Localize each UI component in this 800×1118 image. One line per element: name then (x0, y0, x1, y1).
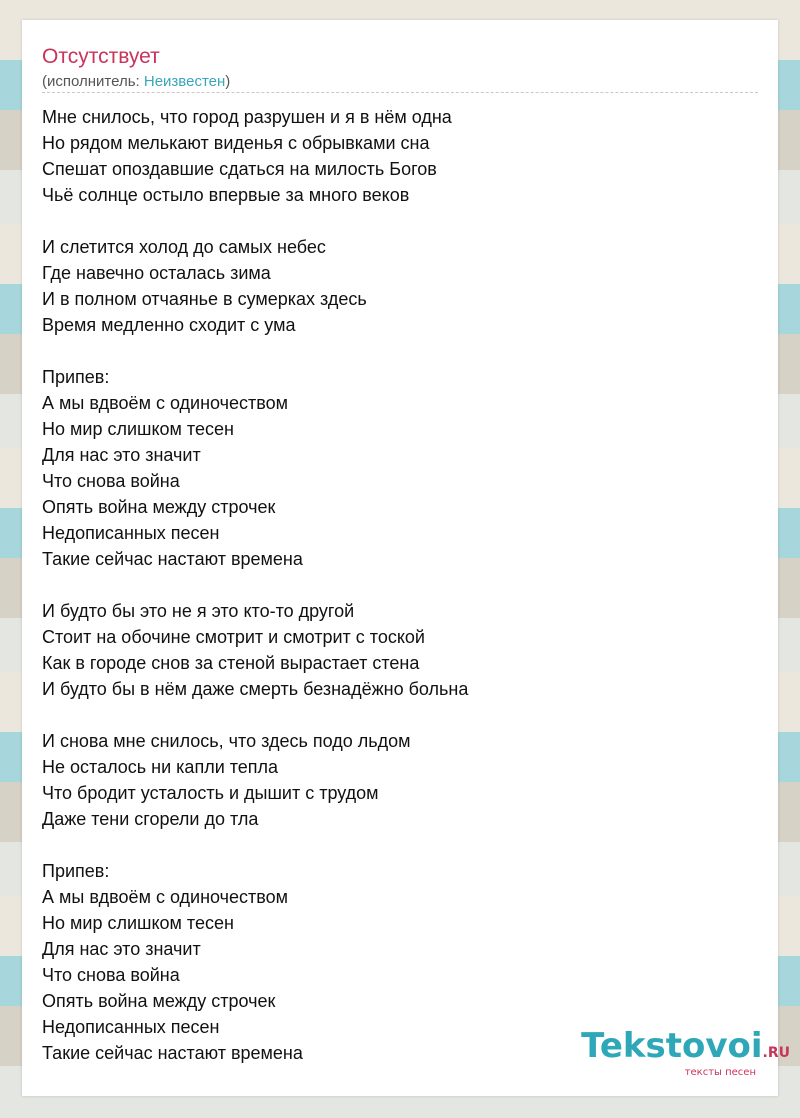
lyrics-line: Время медленно сходит с ума (42, 315, 296, 335)
lyrics-line: Для нас это значит (42, 445, 201, 465)
lyrics-line: Недописанных песен (42, 1017, 220, 1037)
lyrics-line: И будто бы это не я это кто-то другой (42, 601, 355, 621)
lyrics-line: Но рядом мелькают виденья с обрывками сна (42, 133, 430, 153)
performer-line (42, 73, 230, 91)
lyrics-line: Такие сейчас настают времена (42, 1043, 303, 1063)
lyrics-line: Что снова война (42, 965, 180, 985)
lyrics-line: Даже тени сгорели до тла (42, 809, 259, 829)
song-title: Отсутствует (42, 45, 160, 68)
lyrics-line: Что снова война (42, 471, 180, 491)
lyrics-line: Чьё солнце остыло впервые за много веков (42, 185, 410, 205)
lyrics-line: Не осталось ни капли тепла (42, 757, 279, 777)
lyrics-line: Мне снилось, что город разрушен и я в нём одна (42, 107, 452, 127)
logo-tld: .RU (762, 1045, 790, 1061)
lyrics-line: Для нас это значит (42, 939, 201, 959)
lyrics-line: И в полном отчаянье в сумерках здесь (42, 289, 367, 309)
lyrics-body (42, 104, 468, 1092)
lyrics-stanza (42, 858, 468, 1066)
lyrics-line: И будто бы в нём даже смерть безнадёжно больна (42, 679, 469, 699)
lyrics-line: Как в городе снов за стеной вырастает стена (42, 653, 420, 673)
lyrics-line: Опять война между строчек (42, 497, 276, 517)
lyrics-line: Стоит на обочине смотрит и смотрит с тоской (42, 627, 425, 647)
performer-suffix: ) (225, 73, 231, 90)
logo-name: Tekstovoi (581, 1026, 763, 1066)
lyrics-stanza (42, 104, 468, 208)
logo-tagline: тексты песен (684, 1067, 756, 1078)
lyrics-line: Но мир слишком тесен (42, 913, 234, 933)
lyrics-line: А мы вдвоём с одиночеством (42, 887, 289, 907)
lyrics-stanza (42, 234, 468, 338)
lyrics-line: И снова мне снилось, что здесь подо льдом (42, 731, 411, 751)
lyrics-line: Припев: (42, 367, 110, 387)
lyrics-line: Где навечно осталась зима (42, 263, 271, 283)
lyrics-line: Недописанных песен (42, 523, 220, 543)
lyrics-line: Опять война между строчек (42, 991, 276, 1011)
lyrics-sheet (22, 20, 778, 1096)
lyrics-line: Припев: (42, 861, 110, 881)
lyrics-line: И слетится холод до самых небес (42, 237, 326, 257)
lyrics-line: Такие сейчас настают времена (42, 549, 303, 569)
lyrics-line: Спешат опоздавшие сдаться на милость Богов (42, 159, 437, 179)
lyrics-line: Что бродит усталость и дышит с трудом (42, 783, 379, 803)
performer-prefix: (исполнитель: (42, 73, 144, 90)
site-logo (581, 1028, 790, 1078)
title-divider (42, 92, 758, 93)
lyrics-stanza (42, 364, 468, 572)
lyrics-line: Но мир слишком тесен (42, 419, 234, 439)
artist-link[interactable]: Неизвестен (143, 73, 226, 90)
lyrics-stanza (42, 728, 468, 832)
lyrics-stanza (42, 598, 468, 702)
lyrics-line: А мы вдвоём с одиночеством (42, 393, 289, 413)
